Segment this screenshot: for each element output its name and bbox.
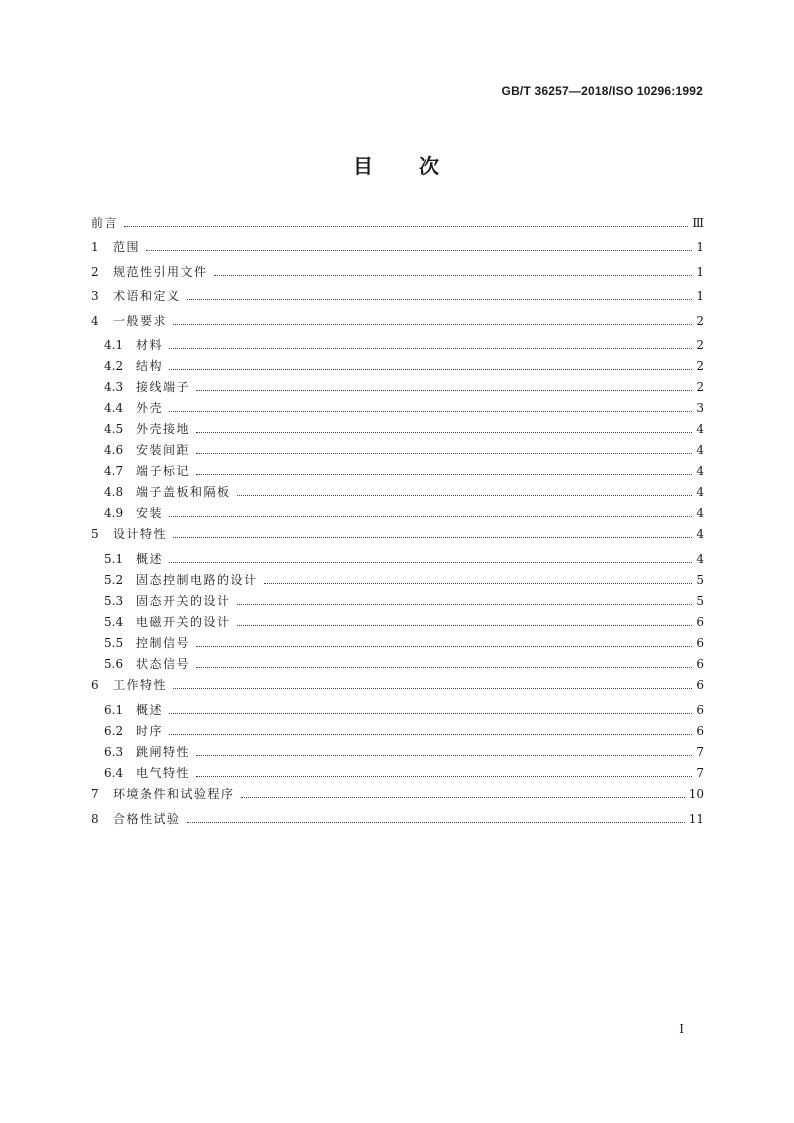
toc-entry[interactable]: [91, 703, 704, 724]
toc-entry-page: 11: [688, 812, 704, 826]
toc-entry-label: 控制信号: [136, 636, 191, 650]
toc-entry-number: 4.7: [104, 464, 124, 478]
toc-entry-label: 接线端子: [136, 380, 191, 394]
toc-entry-label: 固态开关的设计: [136, 594, 231, 608]
toc-entry-label: 安装: [136, 506, 164, 520]
toc-entry-number: 5.4: [104, 615, 124, 629]
toc-entry-label: 固态控制电路的设计: [136, 573, 258, 587]
toc-entry[interactable]: [91, 615, 704, 636]
toc-entry-number: 1: [91, 240, 99, 254]
toc-entry-page: 10: [688, 787, 704, 801]
toc-dot-leader: [187, 299, 692, 300]
toc-entry-label: 范围: [113, 240, 141, 254]
toc-entry-number: 4.2: [104, 359, 124, 373]
toc-dot-leader: [196, 776, 692, 777]
toc-dot-leader: [169, 734, 692, 735]
toc-entry-number: 4.3: [104, 380, 124, 394]
toc-entry-page: 1: [696, 264, 704, 279]
toc-entry[interactable]: [91, 573, 704, 594]
toc-entry[interactable]: [91, 265, 704, 290]
toc-entry-number: 6.4: [104, 766, 124, 780]
toc-dot-leader: [169, 348, 692, 349]
toc-dot-leader: [169, 369, 692, 370]
toc-dot-leader: [237, 495, 692, 496]
toc-entry-number: 4.4: [104, 401, 124, 415]
toc-entry-number: 4.9: [104, 506, 124, 520]
toc-entry-page: 4: [696, 485, 704, 499]
toc-entry[interactable]: [91, 359, 704, 380]
toc-dot-leader: [214, 275, 692, 276]
toc-dot-leader: [173, 537, 692, 538]
toc-entry-page: 2: [696, 313, 704, 328]
toc-dot-leader: [146, 250, 692, 251]
toc-entry-page: 6: [696, 703, 704, 717]
toc-entry[interactable]: [91, 443, 704, 464]
toc-dot-leader: [124, 226, 688, 227]
toc-entry-label: 材料: [136, 338, 164, 352]
toc-dot-leader: [173, 324, 692, 325]
toc-entry-label: 工作特性: [113, 678, 168, 692]
toc-dot-leader: [196, 667, 692, 668]
toc-dot-leader: [196, 755, 692, 756]
toc-entry-label: 端子盖板和隔板: [136, 485, 231, 499]
toc-entry-label: 时序: [136, 724, 164, 738]
toc-entry-page: 2: [696, 338, 704, 352]
toc-entry-label: 一般要求: [113, 313, 168, 328]
toc-entry-label: 合格性试验: [113, 812, 181, 826]
toc-dot-leader: [196, 474, 692, 475]
toc-entry[interactable]: [91, 678, 704, 703]
toc-entry[interactable]: [91, 314, 704, 339]
toc-entry-number: 6: [91, 678, 99, 692]
toc-entry-page: 4: [696, 506, 704, 520]
toc-entry[interactable]: [91, 289, 704, 314]
toc-entry-label: 外壳: [136, 401, 164, 415]
toc-entry-page: 6: [696, 636, 704, 650]
toc-entry-page: 6: [696, 657, 704, 671]
toc-entry-number: 5: [91, 527, 99, 541]
page-number: I: [679, 1022, 684, 1036]
toc-entry[interactable]: [91, 594, 704, 615]
toc-dot-leader: [196, 453, 692, 454]
toc-entry-page: 6: [696, 615, 704, 629]
toc-entry-number: 4.6: [104, 443, 124, 457]
table-of-contents: [91, 216, 704, 837]
toc-entry[interactable]: [91, 216, 704, 240]
toc-entry-page: 2: [696, 380, 704, 394]
toc-title-char-1: 目: [353, 154, 375, 178]
toc-entry-label: 设计特性: [113, 527, 168, 541]
toc-dot-leader: [237, 604, 692, 605]
toc-entry-number: 5.2: [104, 573, 124, 587]
toc-entry-label: 状态信号: [136, 657, 191, 671]
toc-entry-label: 端子标记: [136, 464, 191, 478]
toc-entry[interactable]: [91, 724, 704, 745]
toc-dot-leader: [241, 797, 685, 798]
toc-entry-label: 术语和定义: [113, 289, 181, 303]
toc-entry-page: Ⅲ: [692, 216, 704, 230]
toc-entry-page: 5: [696, 594, 704, 608]
toc-entry-page: 4: [696, 464, 704, 478]
toc-entry-page: 5: [696, 573, 704, 587]
toc-entry-page: 4: [696, 443, 704, 457]
toc-entry[interactable]: [91, 787, 704, 812]
toc-entry-label: 概述: [136, 703, 164, 717]
toc-entry-number: 4.5: [104, 422, 124, 436]
toc-entry-page: 4: [696, 552, 704, 566]
toc-dot-leader: [173, 688, 692, 689]
toc-entry-label: 结构: [136, 359, 164, 373]
toc-entry-label: 概述: [136, 552, 164, 566]
toc-entry[interactable]: [91, 338, 704, 359]
toc-entry[interactable]: [91, 766, 704, 787]
standard-code-header: GB/T 36257—2018/ISO 10296:1992: [501, 84, 703, 98]
toc-entry-number: 5.6: [104, 657, 124, 671]
toc-entry-page: 7: [696, 745, 704, 759]
toc-dot-leader: [169, 411, 692, 412]
toc-dot-leader: [169, 713, 692, 714]
toc-entry[interactable]: [91, 380, 704, 401]
toc-dot-leader: [196, 646, 692, 647]
toc-entry-label: 规范性引用文件: [113, 264, 208, 279]
toc-entry-number: 5.3: [104, 594, 124, 608]
toc-entry[interactable]: [91, 527, 704, 552]
toc-entry-page: 6: [696, 724, 704, 738]
toc-dot-leader: [237, 625, 692, 626]
toc-entry-label: 安装间距: [136, 443, 191, 457]
toc-entry-number: 4: [91, 313, 99, 328]
toc-entry-number: 7: [91, 787, 99, 801]
toc-entry-number: 6.3: [104, 745, 124, 759]
toc-entry-page: 4: [696, 527, 704, 541]
toc-dot-leader: [196, 390, 692, 391]
toc-title: [0, 150, 794, 179]
toc-entry[interactable]: [91, 240, 704, 265]
toc-entry-page: 1: [696, 289, 704, 303]
toc-entry-number: 4.1: [104, 338, 124, 352]
toc-entry[interactable]: [91, 745, 704, 766]
toc-title-char-2: 次: [419, 154, 441, 178]
toc-entry[interactable]: [91, 401, 704, 422]
toc-dot-leader: [264, 583, 692, 584]
toc-entry[interactable]: [91, 657, 704, 678]
toc-entry[interactable]: [91, 812, 704, 837]
toc-entry[interactable]: [91, 506, 704, 527]
toc-entry-number: 6.2: [104, 724, 124, 738]
toc-dot-leader: [169, 516, 692, 517]
toc-entry-number: 2: [91, 264, 99, 279]
toc-entry[interactable]: [91, 636, 704, 657]
toc-entry-label: 跳闸特性: [136, 745, 191, 759]
toc-entry-page: 3: [696, 401, 704, 415]
toc-entry-number: 5.5: [104, 636, 124, 650]
toc-dot-leader: [169, 562, 692, 563]
toc-entry-page: 1: [696, 240, 704, 254]
toc-entry[interactable]: [91, 464, 704, 485]
toc-entry-page: 7: [696, 766, 704, 780]
toc-entry-label: 环境条件和试验程序: [113, 787, 235, 801]
toc-entry-label: 外壳接地: [136, 422, 191, 436]
toc-entry-number: 6.1: [104, 703, 124, 717]
toc-entry-number: 8: [91, 812, 99, 826]
toc-entry-label: 电磁开关的设计: [136, 615, 231, 629]
toc-entry-number: 4.8: [104, 485, 124, 499]
toc-entry-label: 前言: [91, 216, 119, 230]
toc-entry-page: 2: [696, 359, 704, 373]
toc-entry[interactable]: [91, 485, 704, 506]
toc-entry[interactable]: [91, 422, 704, 443]
toc-entry-page: 6: [696, 678, 704, 692]
toc-entry-number: 3: [91, 289, 99, 303]
toc-entry-page: 4: [696, 422, 704, 436]
toc-dot-leader: [196, 432, 692, 433]
toc-entry[interactable]: [91, 552, 704, 573]
toc-entry-label: 电气特性: [136, 766, 191, 780]
toc-dot-leader: [187, 822, 685, 823]
toc-entry-number: 5.1: [104, 552, 124, 566]
